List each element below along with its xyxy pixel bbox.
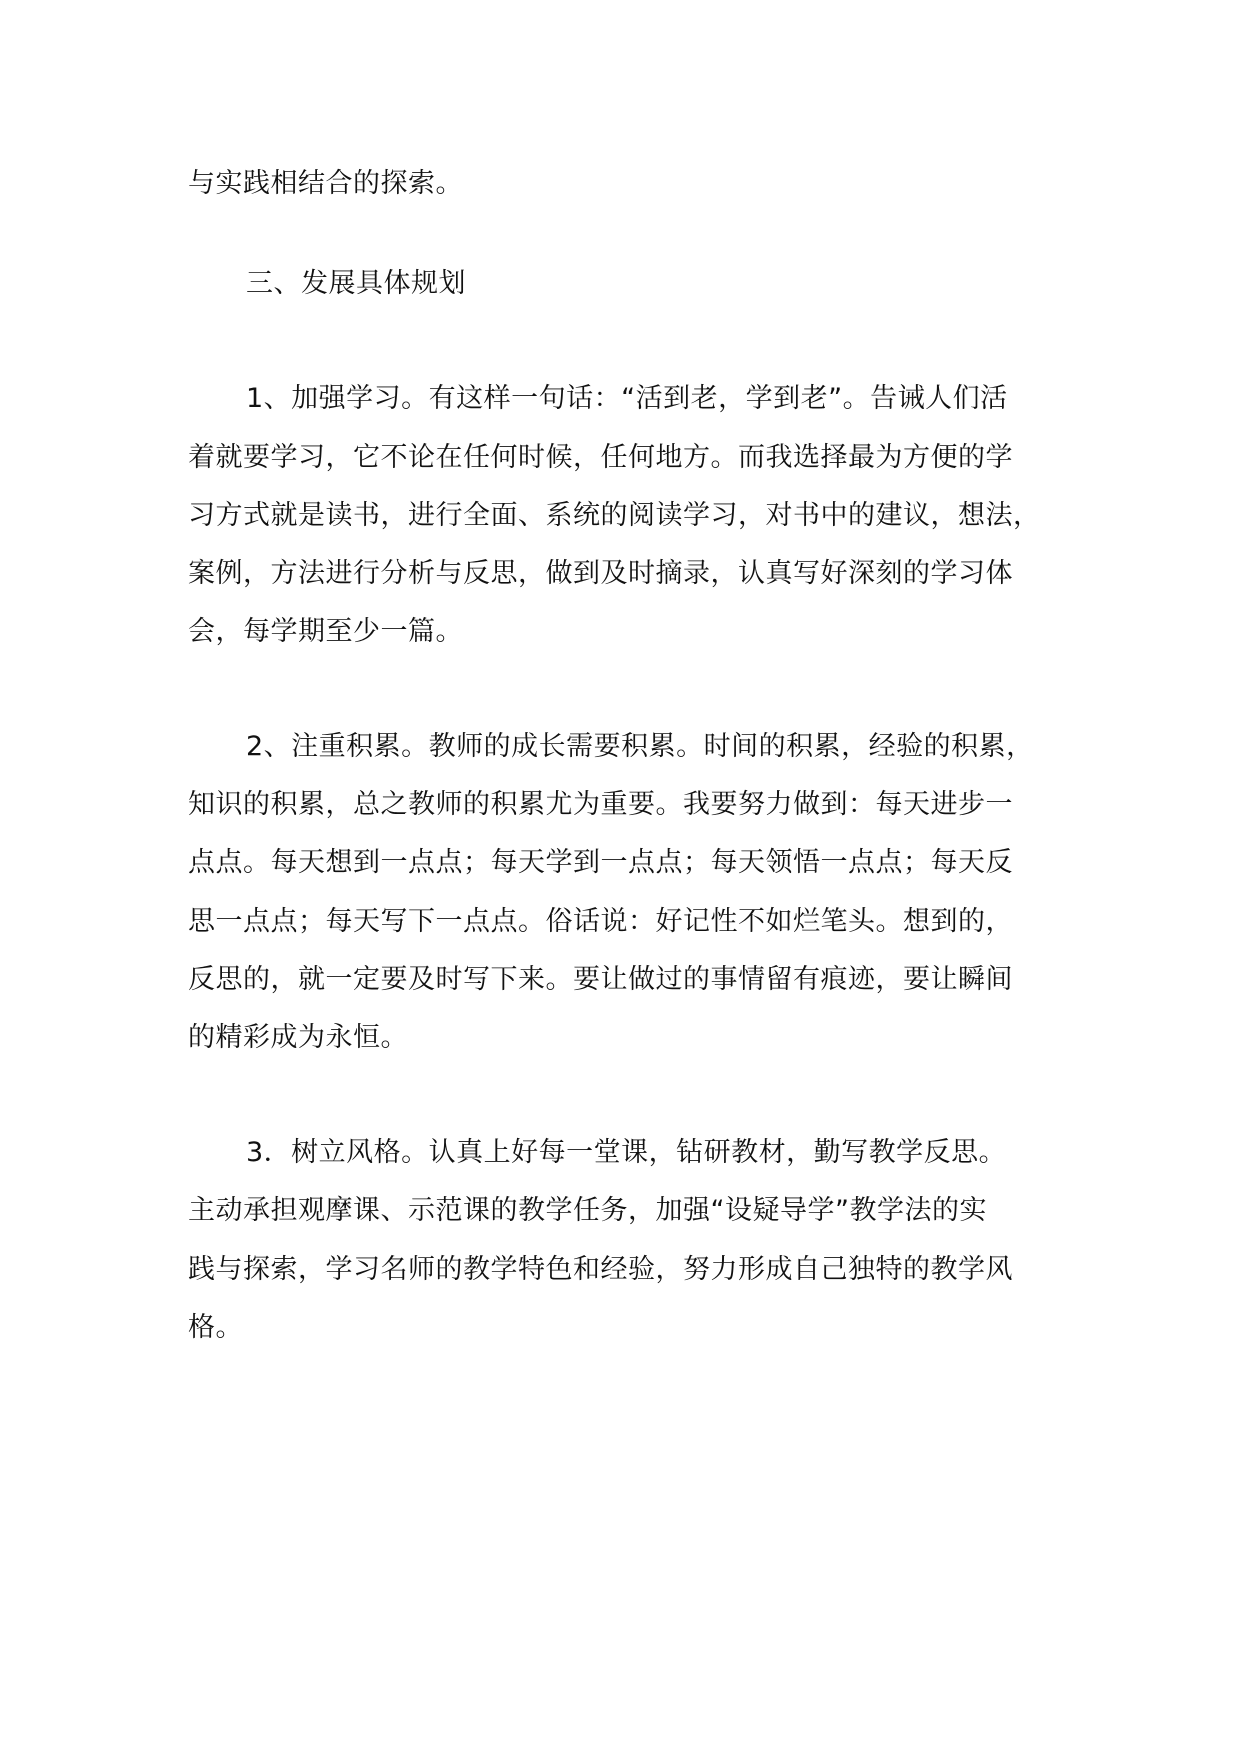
paragraph-line: 的精彩成为永恒。 [188,1022,408,1053]
paragraph-line: 习方式就是读书，进行全面、系统的阅读学习，对书中的建议，想法， [188,500,1041,531]
paragraph-line: 格。 [188,1312,243,1343]
section-heading: 三、发展具体规划 [246,268,466,299]
intro-tail-line: 与实践相结合的探索。 [188,168,463,199]
paragraph-line: 3．树立风格。认真上好每一堂课，钻研教材，勤写教学反思。 [246,1137,1007,1168]
paragraph-line: 1、加强学习。有这样一句话：“活到老，学到老”。告诫人们活 [246,383,1008,414]
paragraph-line: 2、注重积累。教师的成长需要积累。时间的积累，经验的积累， [246,731,1034,762]
paragraph-line: 践与探索，学习名师的教学特色和经验，努力形成自己独特的教学风 [188,1254,1013,1285]
paragraph-line: 着就要学习，它不论在任何时候，任何地方。而我选择最为方便的学 [188,442,1013,473]
paragraph-line: 主动承担观摩课、示范课的教学任务，加强“设疑导学”教学法的实 [188,1195,987,1226]
paragraph-line: 知识的积累，总之教师的积累尤为重要。我要努力做到：每天进步一 [188,789,1013,820]
paragraph-line: 案例，方法进行分析与反思，做到及时摘录，认真写好深刻的学习体 [188,558,1013,589]
paragraph-line: 反思的，就一定要及时写下来。要让做过的事情留有痕迹，要让瞬间 [188,964,1013,995]
paragraph-line: 会，每学期至少一篇。 [188,616,463,647]
paragraph-line: 点点。每天想到一点点；每天学到一点点；每天领悟一点点；每天反 [188,847,1013,878]
paragraph-line: 思一点点；每天写下一点点。俗话说：好记性不如烂笔头。想到的， [188,906,1013,937]
